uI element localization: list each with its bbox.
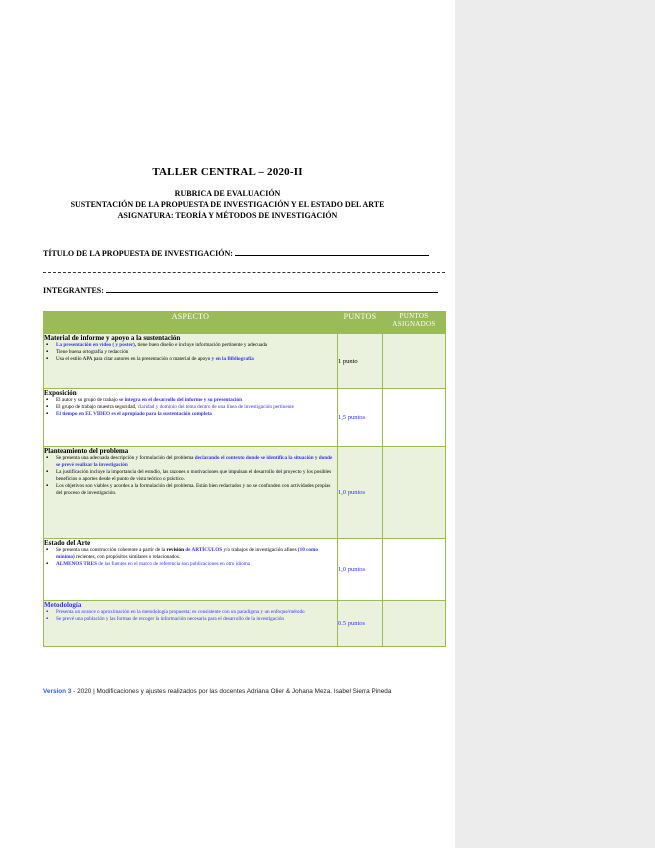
aspect-title: Estado del Arte (44, 539, 91, 547)
subtitle-line-2: SUSTENTACIÓN DE LA PROPUESTA DE INVESTIGACIÓN Y EL ESTADO DEL ARTE (70, 200, 385, 209)
members-line[interactable] (106, 284, 438, 293)
proposal-title-continuation-line[interactable] (43, 272, 445, 273)
list-item: ▪ ALMENOS TRES de las fuentes en el marco de referencia son publicaciones en otro idioma (44, 561, 337, 568)
footer-text: - 2020 | Modificaciones y ajustes realizados por las docentes Adriana Olier & Johana Meza. Isabel Sierra Pineda (71, 688, 392, 695)
aspect-cell (44, 539, 338, 601)
points-value: 0.5 puntos (338, 601, 383, 647)
assigned-points-cell[interactable] (383, 389, 446, 447)
members-field (43, 284, 438, 295)
aspect-cell (44, 389, 338, 447)
subtitle-line-1: RUBRICA DE EVALUACIÓN (174, 189, 281, 198)
list-item: ▪ Presenta un avance o aproximación en la metodología propuesta; es consistente con un paradigma y un enfoque/método (44, 609, 337, 616)
header-aspect: ASPECTO (44, 312, 338, 334)
assigned-points-cell[interactable] (383, 447, 446, 539)
assigned-points-cell[interactable] (383, 334, 446, 389)
list-item: ▪ Se presenta una construcción coherente a partir de la revisión de ARTÍCULOS y/o trabajos de investigación afines (10 como mínimo) recientes, con propósitos similares o relacionados. (44, 547, 337, 561)
version-label: Version 3 (43, 688, 72, 695)
list-item: ▪ El tiempo en EL VIDEO es el apropiado para la sustentación completa (44, 411, 337, 418)
aspect-title: Exposición (44, 389, 77, 397)
list-item: ▪ Usa el estilo APA para citar autores en la presentación o material de apoyo y en la Bibliografía (44, 356, 337, 363)
points-value: 1,0 puntos (338, 539, 383, 601)
points-value: 1,0 puntos (338, 447, 383, 539)
aspect-title: Material de informe y apoyo a la sustentación (44, 334, 181, 342)
header-points: PUNTOS (338, 312, 383, 334)
table-row (44, 447, 446, 539)
list-item: ▪ Se presenta una adecuada descripción y formulación del problema declarando el contexto donde se identifica la situación y donde se prevé realizar la investigación (44, 455, 337, 469)
aspect-cell (44, 447, 338, 539)
list-item: ▪ Los objetivos son viables y acordes a la formulación del problema. Están bien redactados y no se confunden con actividades propias del proceso de investigación. (44, 483, 337, 497)
list-item: ▪ El grupo de trabajo muestra seguridad, claridad y dominio del tema dentro de una línea de investigación pertinente (44, 404, 337, 411)
proposal-title-line[interactable] (235, 247, 429, 256)
table-row (44, 334, 446, 389)
assigned-points-cell[interactable] (383, 601, 446, 647)
list-item: ▪ Se prevé una población y las formas de recoger la información necesaria para el desarrollo de la investigación (44, 616, 337, 623)
table-row (44, 539, 446, 601)
page-title: TALLER CENTRAL – 2020-II (152, 166, 303, 178)
list-item: ▪ El autor y su grupo de trabajo se integra en el desarrollo del informe y su presentación (44, 397, 337, 404)
table-row (44, 601, 446, 647)
aspect-cell (44, 334, 338, 389)
list-item: ▪ La justificación incluye la importancia del estudio, las razones o motivaciones que impulsan el desarrollo del proyecto y los posibles beneficios o aportes desde el punto de vista teórico o práctico. (44, 469, 337, 483)
assigned-points-cell[interactable] (383, 539, 446, 601)
members-label: INTEGRANTES: (43, 286, 104, 295)
table-row (44, 389, 446, 447)
points-value: 1,5 puntos (338, 389, 383, 447)
aspect-title: Planteamiento del problema (44, 447, 129, 455)
proposal-title-field (43, 247, 429, 258)
subtitle-line-3: ASIGNATURA: TEORÍA Y MÉTODOS DE INVESTIGACIÓN (117, 211, 338, 220)
aspect-cell (44, 601, 338, 647)
aspect-title: Metodología (44, 601, 82, 609)
points-value: 1 punto (338, 334, 383, 389)
page-footer (43, 686, 448, 697)
header-assigned: PUNTOS ASIGNADOS (383, 312, 446, 334)
proposal-title-label: TÍTULO DE LA PROPUESTA DE INVESTIGACIÓN: (43, 249, 233, 258)
rubric-table (43, 311, 446, 647)
list-item: ▪ Tiene buena ortografía y redacción (44, 349, 337, 356)
comments-pane (455, 0, 655, 848)
list-item: ▪ La presentación en video ( y poster), tiene buen diseño e incluye información pertinente y adecuada (44, 342, 337, 349)
